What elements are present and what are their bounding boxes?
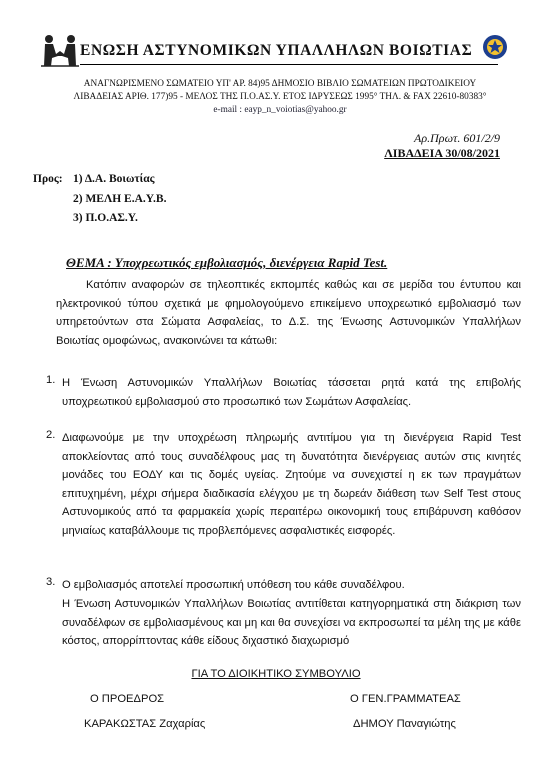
handshake-logo [38,32,82,68]
item-number: 2. [46,429,56,441]
item-number: 3. [46,576,56,588]
recipients-label: Προς: [33,173,63,185]
list-item: Διαφωνούμε με την υποχρέωση πληρωμής αντιτίμου για τη διενέργεια Rapid Test αποκλείοντας από τους συναδέλφους μας τη δυνατότητα διενέργειας αυτών στις κινητές μονάδες του ΕΟΔΥ και τις δομές υγείας. Ζητούμε να συνεχιστεί η εκ των πραγμάτων επιτυχημένη, μέχρι σήμερα διαδικασία ελέγχου με τη δωρεάν διάθεση των Self Test στους Αστυνομικούς από τα φαρμακεία χωρίς περαιτέρω οικονομική τους επιβάρυνση καθόσον μηνιαίως καταβάλλουμε τις προβλεπόμενες ασφαλιστικές εισφορές. [62,432,521,537]
list-item: Η Ένωση Αστυνομικών Υπαλλήλων Βοιωτίας τάσσεται ρητά κατά της επιβολής υποχρεωτικού εμβολιασμού στο προσωπικό των Σωμάτων Ασφαλείας. [62,377,521,408]
police-badge-logo [482,34,508,60]
recipient-item: 2) ΜΕΛΗ Ε.Α.Υ.Β. [73,193,167,205]
header-rule [80,64,498,65]
recipient-item: 3) Π.Ο.ΑΣ.Υ. [73,212,138,224]
president-title: Ο ΠΡΟΕΔΡΟΣ [90,693,165,705]
subject-line: ΘΕΜΑ : Υποχρεωτικός εμβολιασμός, διενέργεια Rapid Test. [66,255,388,270]
header-registration-line: ΑΝΑΓΝΩΡΙΣΜΕΝΟ ΣΩΜΑΤΕΙΟ ΥΠ' ΑΡ. 84)95 ΔΗΜΟΣΙΟ ΒΙΒΛΙΟ ΣΩΜΑΤΕΙΩΝ ΠΡΩΤΟΔΙΚΕΙΟΥ [83,79,477,89]
organization-title: ΕΝΩΣΗ ΑΣΤΥΝΟΜΙΚΩΝ ΥΠΑΛΛΗΛΩΝ ΒΟΙΩΤΙΑΣ [80,42,473,59]
secretary-title: Ο ΓΕΝ.ΓΡΑΜΜΑΤΕΑΣ [350,693,461,705]
president-name: ΚΑΡΑΚΩΣΤΑΣ Ζαχαρίας [84,718,206,730]
list-item-lead: Ο εμβολιασμός αποτελεί προσωπική υπόθεση του κάθε συναδέλφου. [62,579,405,591]
signatures-heading: ΓΙΑ ΤΟ ΔΙΟΙΚΗΤΙΚΟ ΣΥΜΒΟΥΛΙΟ [191,668,361,680]
header-contact-line: ΛΙΒΑΔΕΙΑΣ ΑΡΙΘ. 177)95 - ΜΕΛΟΣ ΤΗΣ Π.Ο.ΑΣ.Υ. ΕΤΟΣ ΙΔΡΥΣΕΩΣ 1995° ΤΗΛ. & FAX 22610-80383° [73,92,487,102]
list-item: Η Ένωση Αστυνομικών Υπαλλήλων Βοιωτίας αντιτίθεται κατηγορηματικά στη διάκριση των συναδέλφων σε εμβολιασμένους και μη και θα συνεχίσει να εκπροσωπεί τα μέλη της με κάθε κόστος, απορρίπτοντας κάθε είδους διχαστικό διαχωρισμό [62,598,521,648]
secretary-name: ΔΗΜΟΥ Παναγιώτης [353,718,456,730]
protocol-number: Αρ.Πρωτ. 601/2/9 [414,131,500,145]
item-number: 1. [46,374,56,386]
intro-paragraph: Κατόπιν αναφορών σε τηλεοπτικές εκπομπές καθώς και σε μερίδα του έντυπου και ηλεκτρονικού τύπου σχετικά με φημολογούμενο επικείμενο υποχρεωτικό εμβολιασμό των υπηρετούντων στα Σώματα Ασφαλείας, το Δ.Σ. της Ένωσης Αστυνομικών Υπαλλήλων Βοιωτίας ομοφώνως, ανακοινώνει τα κάτωθι: [56,279,521,347]
recipient-item: 1) Δ.Α. Βοιωτίας [73,173,155,185]
header-email: e-mail : eayp_n_voiotias@yahoo.gr [213,105,347,115]
document-date: ΛΙΒΑΔΕΙΑ 30/08/2021 [384,146,500,160]
